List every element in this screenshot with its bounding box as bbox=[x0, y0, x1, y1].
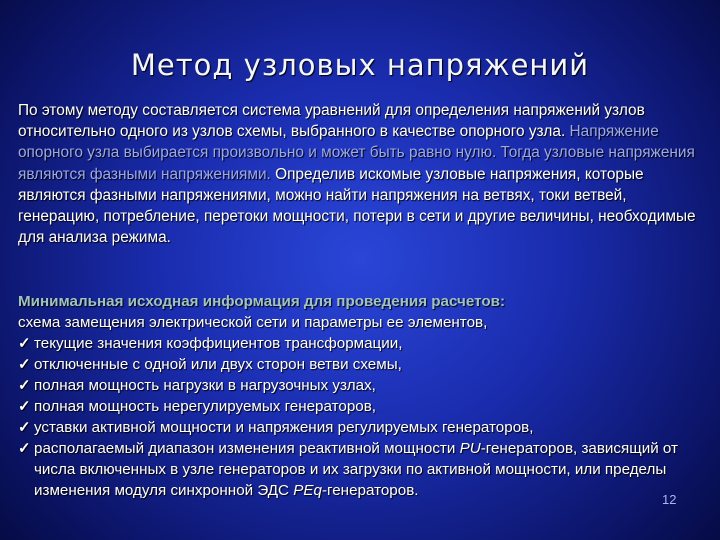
requirements-heading: Минимальная исходная информация для проведения расчетов: bbox=[18, 293, 506, 310]
list-item-text: текущие значения коэффициентов трансформации, bbox=[34, 335, 403, 352]
intro-text-2: Определив искомые узловые напряжения, которые являются фазными напряжениями, можно найти напряжения на ветвях, токи ветвей, генерацию, потребление, перетоки мощности, потери в сети и другие величины, необходимые для анализа режима. bbox=[18, 165, 696, 247]
requirements-list bbox=[18, 333, 708, 501]
list-item bbox=[18, 354, 708, 375]
list-item-text: полная мощность нагрузки в нагрузочных узлах, bbox=[34, 377, 376, 394]
pu-term: PU bbox=[459, 440, 481, 457]
list-item-text: располагаемый диапазон изменения реактивной мощности bbox=[34, 440, 456, 457]
check-icon: ✓ bbox=[18, 398, 31, 415]
requirements-block bbox=[18, 291, 708, 501]
list-item-text-end: -генераторов. bbox=[321, 482, 419, 499]
page-number: 12 bbox=[662, 492, 677, 507]
peq-term: PEq bbox=[293, 482, 322, 499]
check-icon: ✓ bbox=[18, 377, 31, 394]
check-icon: ✓ bbox=[18, 419, 31, 436]
check-icon: ✓ bbox=[18, 356, 31, 373]
check-icon: ✓ bbox=[18, 440, 31, 457]
list-item bbox=[18, 375, 708, 396]
list-item-text: полная мощность нерегулируемых генераторов, bbox=[34, 398, 377, 415]
intro-highlight-2: Тогда узловые напряжения являются фазными напряжениями. bbox=[18, 144, 695, 183]
intro-highlight-1: Напряжение опорного узла выбирается произвольно и может быть равно нулю. bbox=[18, 123, 659, 162]
slide-title: Метод узловых напряжений bbox=[130, 48, 590, 82]
list-item bbox=[18, 396, 708, 417]
list-item bbox=[18, 417, 708, 438]
intro-paragraph bbox=[18, 100, 708, 248]
list-item-text: уставки активной мощности и напряжения регулируемых генераторов, bbox=[34, 419, 534, 436]
list-item bbox=[18, 333, 708, 354]
list-item-text-cont: -генераторов, зависящий от числа включенных в узле генераторов и их загрузки по активной мощности, или пределы изменения модуля синхронной ЭДС bbox=[34, 440, 678, 499]
intro-text-1: По этому методу составляется система уравнений для определения напряжений узлов относительно одного из узлов схемы, выбранного в качестве опорного узла. bbox=[18, 102, 645, 141]
requirements-subtitle: схема замещения электрической сети и параметры ее элементов, bbox=[18, 314, 488, 331]
list-item-text: отключенные с одной или двух сторон ветви схемы, bbox=[34, 356, 402, 373]
check-icon: ✓ bbox=[18, 335, 31, 352]
list-item-last bbox=[18, 438, 708, 501]
